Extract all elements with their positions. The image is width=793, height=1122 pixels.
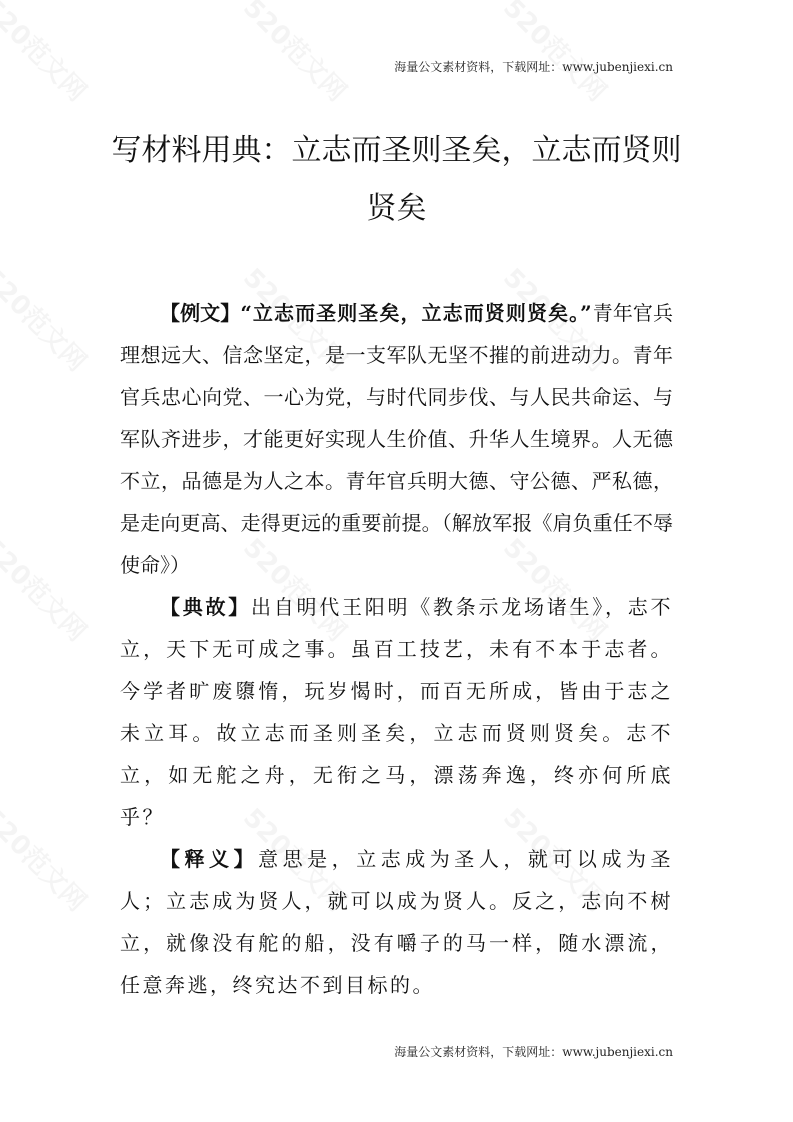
page-title: 写材料用典：立志而圣则圣矣，立志而贤则贤矣 bbox=[111, 133, 682, 226]
footer-note: 海量公文素材资料，下载网址：www.jubenjiexi.cn bbox=[394, 1045, 673, 1059]
watermark bbox=[0, 799, 96, 919]
header-note: 海量公文素材资料，下载网址：www.jubenjiexi.cn bbox=[394, 60, 673, 74]
watermark bbox=[0, 529, 96, 649]
example-text: 青年官兵理想远大、信念坚定，是一支军队无坚不摧的前进动力。青年官兵忠心向党、一心为党，与时代同步伐、与人民共命运、与军队齐进步，才能更好实现人生价值、升华人生境界。人无德不立，品德是为人之本。青年官兵明大德、守公德、严私德，是走向更高、走得更远的重要前提。（解放军报《肩负重任不辱使命》） bbox=[120, 301, 674, 577]
meaning-tag: 【释义】 bbox=[160, 847, 259, 871]
example-paragraph bbox=[120, 292, 673, 586]
watermark bbox=[496, 0, 616, 108]
example-tag: 【例文】 bbox=[160, 301, 241, 325]
watermark bbox=[0, 259, 96, 379]
watermark bbox=[236, 0, 356, 108]
allusion-paragraph bbox=[120, 586, 673, 838]
example-quote: “立志而圣则圣矣，立志而贤则贤矣。” bbox=[240, 301, 593, 325]
watermark bbox=[0, 0, 96, 108]
document-body bbox=[120, 292, 673, 1006]
allusion-tag: 【典故】 bbox=[160, 595, 251, 619]
meaning-text: 意思是，立志成为圣人，就可以成为圣人；立志成为贤人，就可以成为贤人。反之，志向不树立，就像没有舵的船，没有嚼子的马一样，随水漂流，任意奔逃，终究达不到目标的。 bbox=[120, 847, 674, 997]
meaning-paragraph bbox=[120, 838, 673, 1006]
allusion-text: 出自明代王阳明《教条示龙场诸生》，志不立，天下无可成之事。虽百工技艺，未有不本于志者。今学者旷废隳惰，玩岁愒时，而百无所成，皆由于志之未立耳。故立志而圣则圣矣，立志而贤则贤矣。志不立，如无舵之舟，无衔之马，漂荡奔逸，终亦何所底乎？ bbox=[120, 595, 673, 829]
